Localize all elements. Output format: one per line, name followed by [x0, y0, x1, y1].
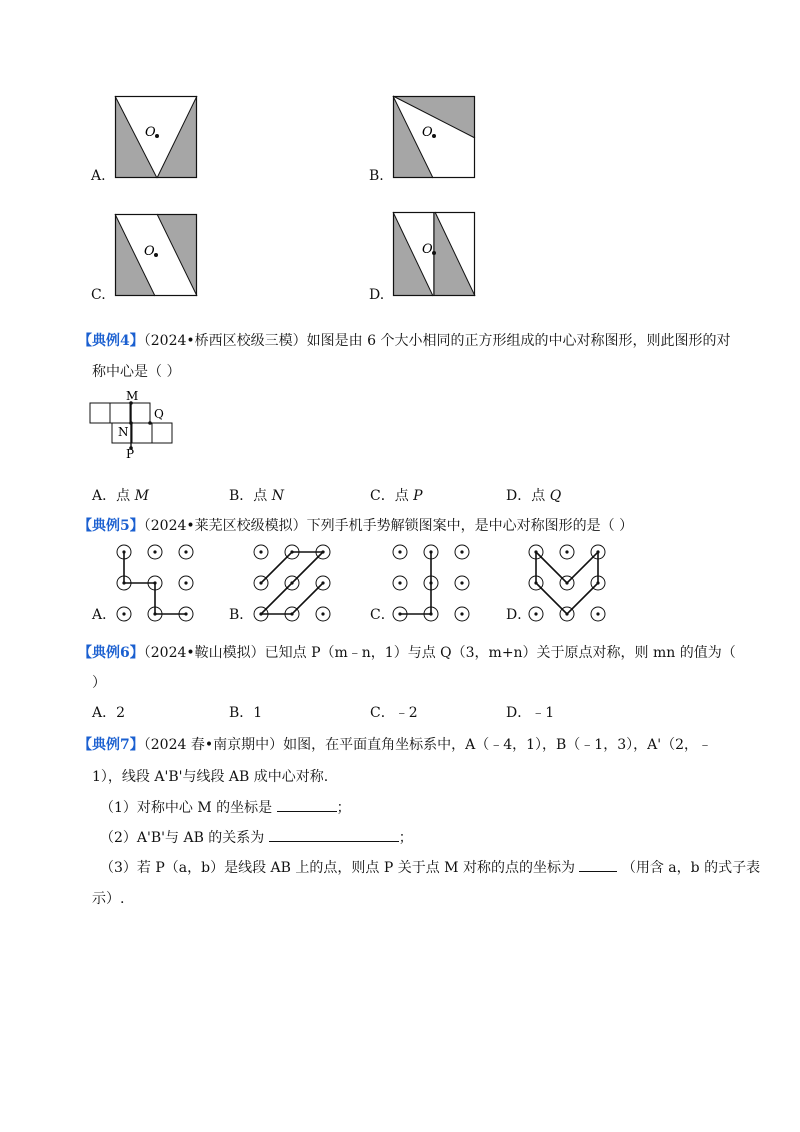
- ex6-choice-d[interactable]: D．﹣1: [506, 705, 555, 721]
- ex4-choice-c[interactable]: C．点 P: [370, 488, 423, 504]
- ex6-choice-a[interactable]: A．2: [92, 705, 126, 721]
- ex6-choice-c[interactable]: C．﹣2: [370, 705, 418, 721]
- ex5-choice-c[interactable]: C．: [370, 607, 395, 623]
- option-c-point-label: O: [144, 244, 155, 259]
- ex7-tag: 【典例7】: [78, 737, 144, 753]
- ex7-question-1: （1）对称中心 M 的坐标是 ；: [100, 797, 351, 817]
- ex4-choice-d[interactable]: D．点 Q: [506, 488, 562, 504]
- ex7-stem-line1: 【典例7】（2024 春•南京期中）如图，在平面直角坐标系中，A（﹣4，1），B（﹣1，3），A'（2，﹣: [78, 737, 712, 753]
- ex5-choice-a[interactable]: A．: [92, 607, 117, 623]
- ex4-label-p: P: [126, 447, 135, 461]
- ex4-choice-b[interactable]: B．点 N: [229, 488, 284, 504]
- ex5-choice-b[interactable]: B．: [229, 607, 254, 623]
- ex4-stem-line1: 【典例4】（2024•桥西区校级三模）如图是由 6 个大小相同的正方形组成的中心对称图形，则此图形的对: [78, 333, 731, 349]
- ex5-pattern-b: [253, 544, 329, 620]
- ex5-pattern-d: [528, 544, 604, 620]
- option-c-figure: [115, 214, 197, 296]
- option-c-label: C.: [91, 287, 106, 303]
- ex4-tag: 【典例4】: [78, 333, 144, 349]
- ex5-pattern-a: [116, 544, 192, 620]
- ex4-label-n: N: [118, 425, 129, 439]
- ex4-stem-line2: 称中心是（ ）: [92, 364, 181, 380]
- ex4-label-q: Q: [154, 407, 164, 421]
- option-a-label: A.: [91, 168, 106, 184]
- option-d-label: D.: [369, 287, 385, 303]
- ex6-choice-b[interactable]: B．1: [229, 705, 263, 721]
- ex5-choice-d[interactable]: D．: [506, 607, 532, 623]
- ex7-question-2: （2）A'B'与 AB 的关系为 ；: [100, 827, 413, 847]
- ex6-stem-line1: 【典例6】（2024•鞍山模拟）已知点 P（m﹣n，1）与点 Q（3，m+n）关于原点对称，则 mn 的值为（: [78, 645, 736, 661]
- option-b-label: B.: [369, 168, 384, 184]
- ex5-stem: 【典例5】（2024•莱芜区校级模拟）下列手机手势解锁图案中，是中心对称图形的是（ ）: [78, 518, 634, 534]
- ex7-question-3-line2: 示）.: [92, 891, 125, 907]
- option-d-figure: [393, 212, 475, 296]
- option-d-point-label: O: [422, 242, 433, 257]
- ex4-figure: [86, 386, 196, 461]
- option-a-figure: [115, 96, 197, 178]
- option-b-point-label: O: [422, 125, 433, 140]
- ex4-choice-a[interactable]: A．点 M: [92, 488, 149, 504]
- ex7-question-3: （3）若 P（a，b）是线段 AB 上的点，则点 P 关于点 M 对称的点的坐标为 （用含 a，b 的式子表: [100, 857, 760, 877]
- option-a-point-label: O: [145, 125, 156, 140]
- ex6-stem-line2: ）: [92, 675, 106, 691]
- ex7-q3-blank[interactable]: [579, 857, 617, 872]
- ex5-pattern-c: [392, 544, 468, 620]
- ex4-label-m: M: [126, 389, 139, 403]
- ex7-stem-line2: 1），线段 A'B'与线段 AB 成中心对称.: [92, 769, 329, 785]
- ex6-tag: 【典例6】: [78, 645, 144, 661]
- ex7-q2-blank[interactable]: [269, 827, 399, 842]
- ex7-q1-blank[interactable]: [277, 797, 337, 812]
- ex5-tag: 【典例5】: [78, 518, 144, 534]
- option-b-figure: [393, 96, 475, 178]
